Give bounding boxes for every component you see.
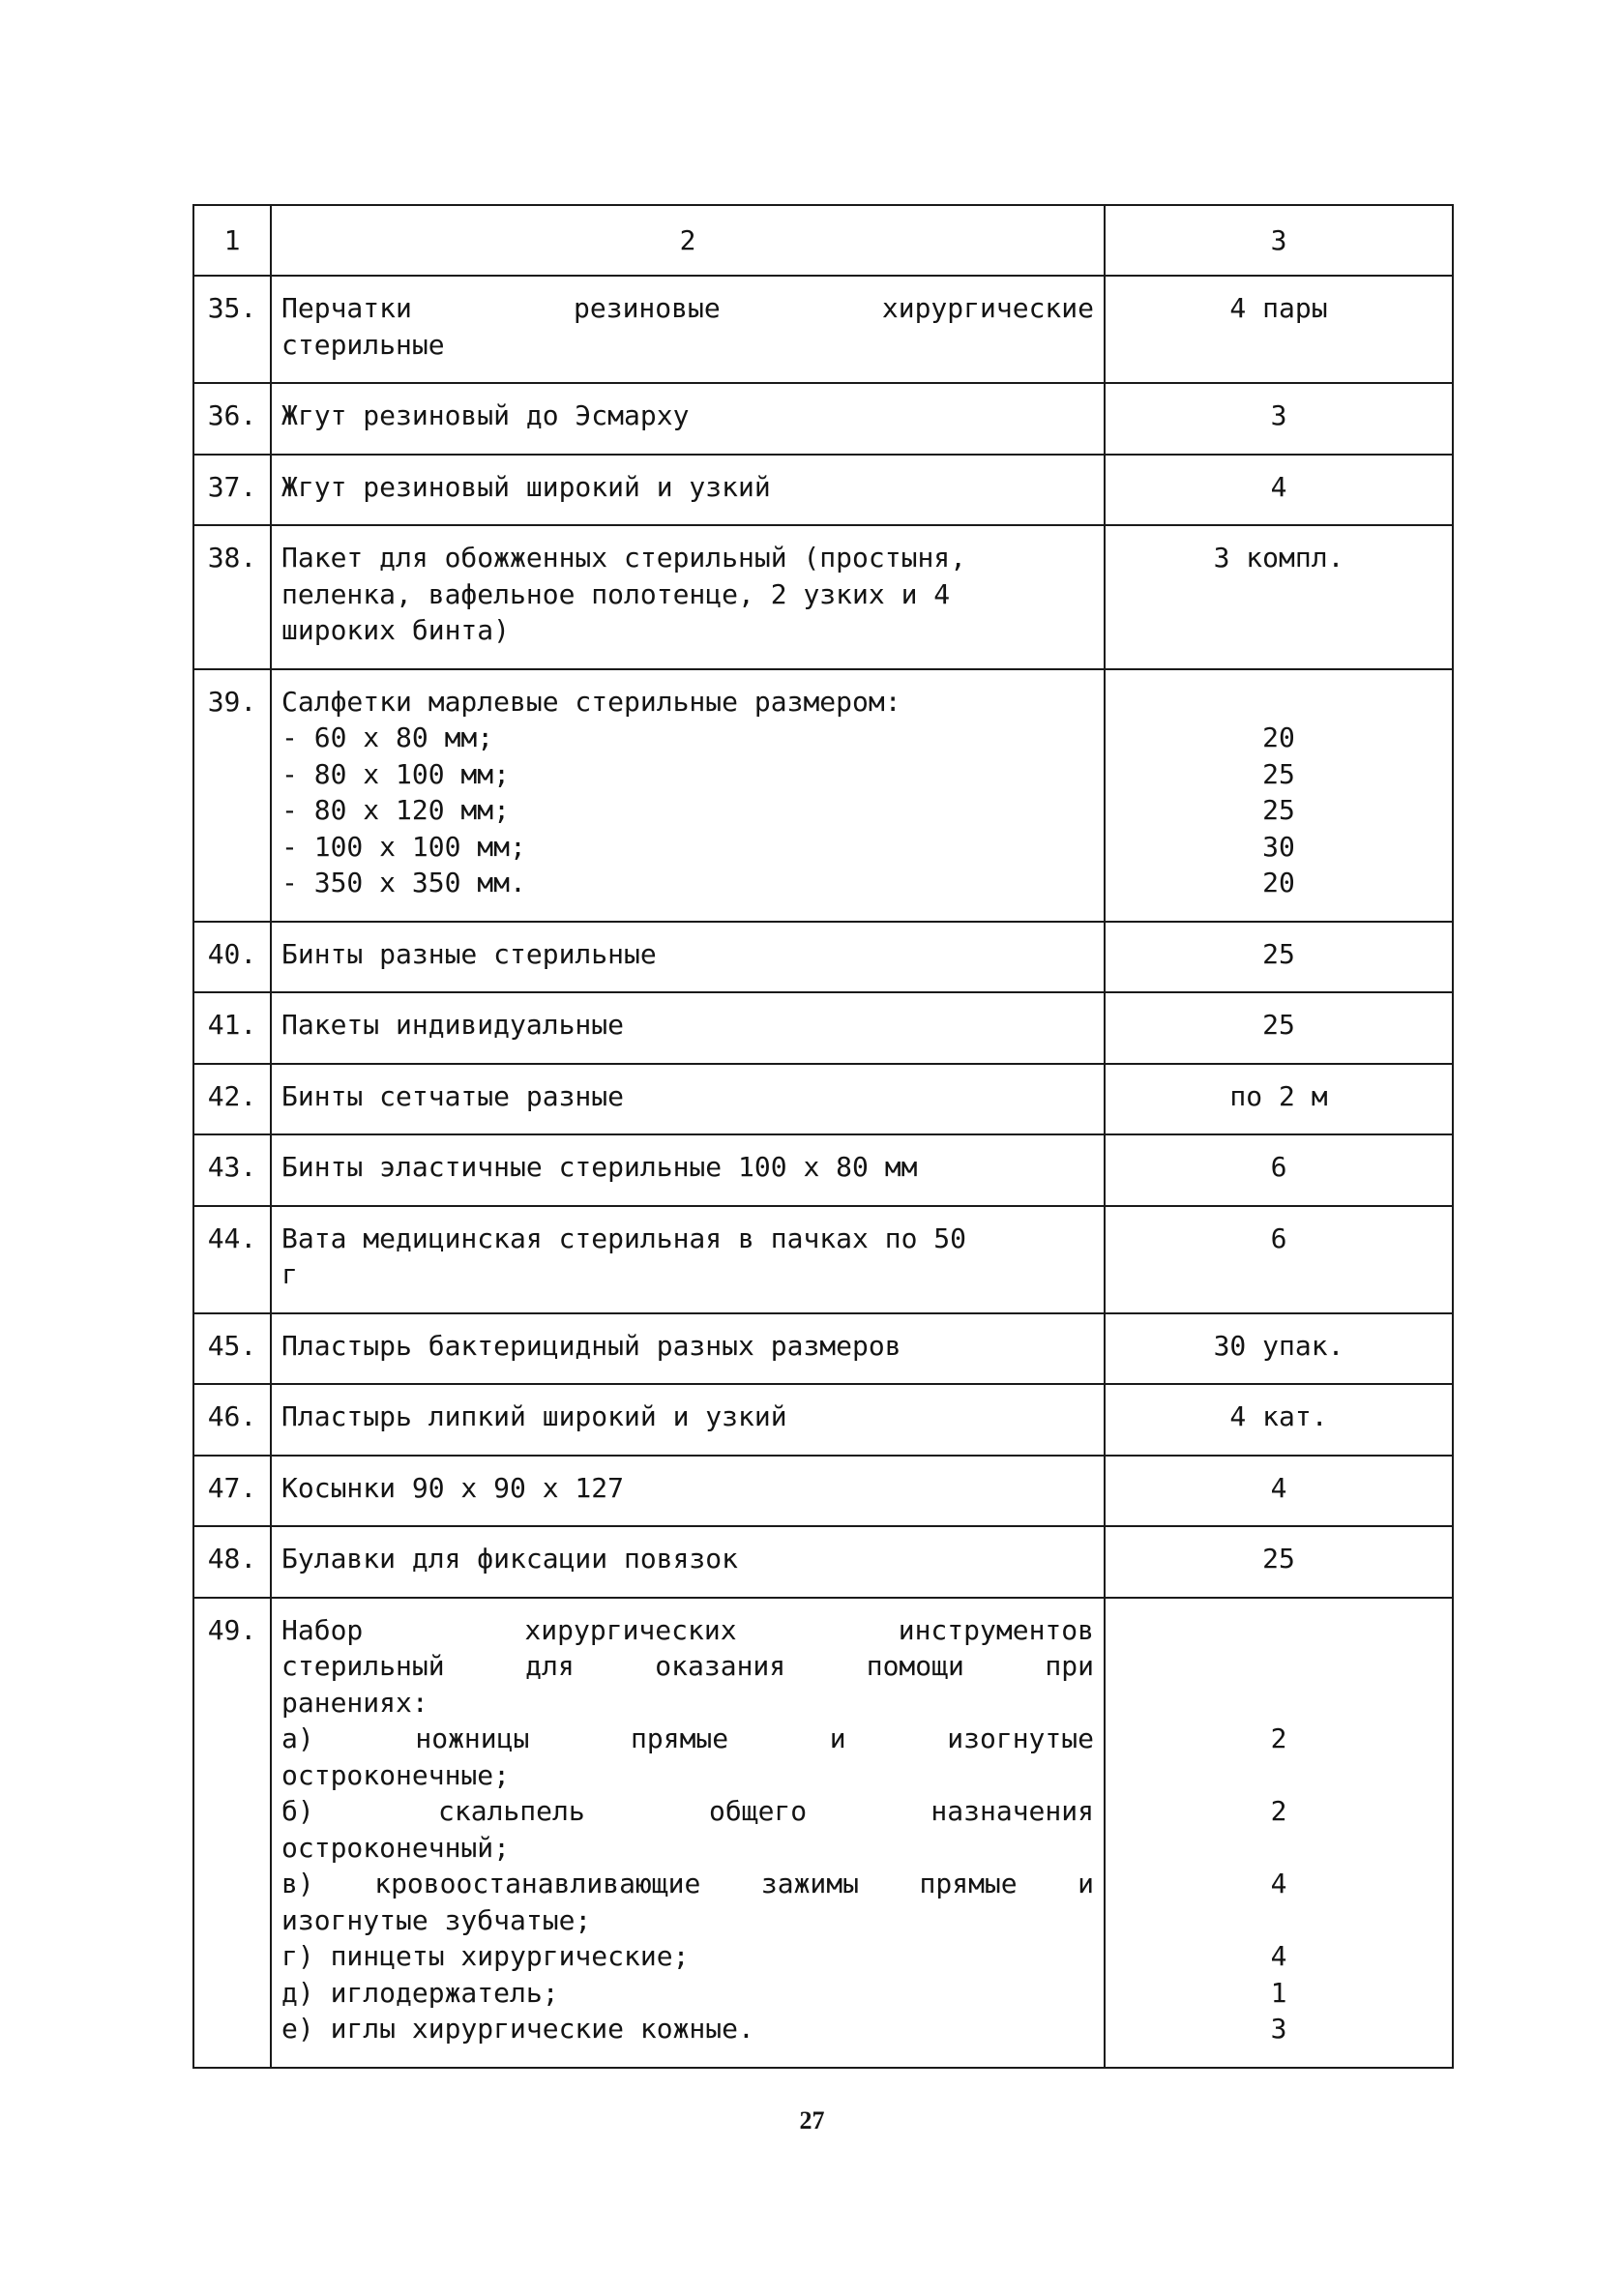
quantity-line: 25 bbox=[1262, 1543, 1295, 1575]
quantity-line bbox=[1106, 1612, 1452, 1649]
quantity-line: 2 bbox=[1270, 1795, 1287, 1827]
table-row bbox=[193, 669, 1453, 922]
description-line: пеленка, вафельное полотенце, 2 узких и 4 bbox=[281, 577, 951, 610]
equipment-table bbox=[192, 204, 1454, 2069]
description-line: - 100 x 100 мм; bbox=[281, 830, 526, 863]
description-line: Жгут резиновый до Эсмарху bbox=[281, 399, 690, 431]
quantity-line: 25 bbox=[1262, 757, 1295, 790]
row-description bbox=[271, 669, 1105, 922]
quantity-line: 25 bbox=[1262, 937, 1295, 970]
quantity-line: 30 bbox=[1262, 830, 1295, 863]
row-description bbox=[271, 525, 1105, 669]
description-line: д) иглодержатель; bbox=[281, 1976, 559, 2009]
description-line: Бинты эластичные стерильные 100 x 80 мм bbox=[281, 1151, 918, 1183]
row-number: 40. bbox=[193, 922, 271, 993]
row-description bbox=[271, 1134, 1105, 1206]
description-line: Бинты сетчатые разные bbox=[281, 1079, 625, 1112]
row-quantity bbox=[1105, 1526, 1453, 1598]
row-number: 45. bbox=[193, 1313, 271, 1385]
description-line: стерильные bbox=[281, 328, 445, 361]
description-line: Косынки 90 x 90 x 127 bbox=[281, 1471, 625, 1504]
table-header-row bbox=[193, 205, 1453, 276]
row-description bbox=[271, 276, 1105, 383]
quantity-line: 4 bbox=[1270, 1940, 1287, 1972]
description-line: - 350 x 350 мм. bbox=[281, 867, 526, 898]
row-description bbox=[271, 1064, 1105, 1135]
description-line: в) кровоостанавливающие зажимы прямые и bbox=[281, 1868, 1094, 1899]
quantity-line: 4 bbox=[1270, 1471, 1287, 1504]
row-quantity bbox=[1105, 1064, 1453, 1135]
quantity-line: 4 bbox=[1270, 1868, 1287, 1899]
row-number: 35. bbox=[193, 276, 271, 383]
table-row bbox=[193, 1598, 1453, 2068]
description-line: Пакет для обожженных стерильный (простыня, bbox=[281, 542, 967, 574]
description-line: Салфетки марлевые стерильные размером: bbox=[281, 685, 901, 718]
quantity-line: 4 bbox=[1270, 470, 1287, 503]
table-row bbox=[193, 1526, 1453, 1598]
row-number: 37. bbox=[193, 455, 271, 526]
page-number: 27 bbox=[799, 2106, 825, 2134]
table-row bbox=[193, 276, 1453, 383]
description-line: г) пинцеты хирургические; bbox=[281, 1940, 690, 1972]
quantity-line bbox=[1106, 1902, 1452, 1939]
row-quantity bbox=[1105, 1206, 1453, 1313]
description-line: - 80 x 120 мм; bbox=[281, 794, 511, 826]
row-description bbox=[271, 1456, 1105, 1527]
row-number: 42. bbox=[193, 1064, 271, 1135]
quantity-line bbox=[1106, 1685, 1452, 1722]
row-description bbox=[271, 1598, 1105, 2068]
description-line: Пластырь липкий широкий и узкий bbox=[281, 1400, 787, 1432]
row-description bbox=[271, 1526, 1105, 1598]
description-line: - 80 x 100 мм; bbox=[281, 757, 511, 790]
description-line: Булавки для фиксации повязок bbox=[281, 1543, 739, 1575]
description-line: Бинты разные стерильные bbox=[281, 937, 657, 970]
row-number: 44. bbox=[193, 1206, 271, 1313]
row-description bbox=[271, 1206, 1105, 1313]
description-line: б) скальпель общего назначения bbox=[281, 1795, 1094, 1827]
row-number: 36. bbox=[193, 383, 271, 455]
description-line: е) иглы хирургические кожные. bbox=[281, 2013, 754, 2045]
row-number: 41. bbox=[193, 992, 271, 1064]
table-row bbox=[193, 992, 1453, 1064]
quantity-line: 30 упак. bbox=[1213, 1329, 1344, 1362]
quantity-line: 6 bbox=[1270, 1222, 1287, 1254]
quantity-line: 3 bbox=[1270, 2013, 1287, 2045]
description-line: г bbox=[281, 1258, 298, 1290]
row-quantity bbox=[1105, 992, 1453, 1064]
row-description bbox=[271, 922, 1105, 993]
table-row bbox=[193, 922, 1453, 993]
header-col-2: 2 bbox=[271, 205, 1105, 276]
header-col-1: 1 bbox=[193, 205, 271, 276]
quantity-line: 3 bbox=[1270, 399, 1287, 431]
description-line: - 60 x 80 мм; bbox=[281, 721, 494, 753]
row-number: 38. bbox=[193, 525, 271, 669]
row-number: 48. bbox=[193, 1526, 271, 1598]
description-line: Жгут резиновый широкий и узкий bbox=[281, 470, 771, 503]
row-number: 47. bbox=[193, 1456, 271, 1527]
row-quantity bbox=[1105, 455, 1453, 526]
quantity-line: по 2 м bbox=[1229, 1079, 1328, 1112]
row-quantity bbox=[1105, 1134, 1453, 1206]
description-line: широких бинта) bbox=[281, 614, 511, 646]
row-number: 43. bbox=[193, 1134, 271, 1206]
row-number: 39. bbox=[193, 669, 271, 922]
description-line: Пластырь бактерицидный разных размеров bbox=[281, 1329, 901, 1362]
table-row bbox=[193, 525, 1453, 669]
table-body bbox=[193, 276, 1453, 2068]
quantity-line: 6 bbox=[1270, 1151, 1287, 1183]
row-quantity bbox=[1105, 922, 1453, 993]
row-quantity bbox=[1105, 669, 1453, 922]
row-quantity bbox=[1105, 383, 1453, 455]
quantity-line: 1 bbox=[1270, 1976, 1287, 2009]
row-description bbox=[271, 1313, 1105, 1385]
row-quantity bbox=[1105, 1598, 1453, 2068]
row-description bbox=[271, 992, 1105, 1064]
row-number: 49. bbox=[193, 1598, 271, 2068]
table-row bbox=[193, 1384, 1453, 1456]
quantity-line bbox=[1106, 1830, 1452, 1867]
description-line: остроконечные; bbox=[281, 1758, 511, 1791]
description-line: Вата медицинская стерильная в пачках по 50 bbox=[281, 1222, 967, 1254]
row-quantity bbox=[1105, 525, 1453, 669]
table-row bbox=[193, 1456, 1453, 1527]
quantity-line: 4 пары bbox=[1229, 292, 1328, 324]
table-row bbox=[193, 1313, 1453, 1385]
row-description bbox=[271, 383, 1105, 455]
row-quantity bbox=[1105, 1384, 1453, 1456]
quantity-line: 25 bbox=[1262, 794, 1295, 826]
quantity-line bbox=[1106, 1757, 1452, 1794]
quantity-line bbox=[1106, 1648, 1452, 1685]
quantity-line: 25 bbox=[1262, 1009, 1295, 1041]
table-row bbox=[193, 1134, 1453, 1206]
description-line: остроконечный; bbox=[281, 1831, 511, 1864]
quantity-line: 20 bbox=[1262, 867, 1295, 898]
row-quantity bbox=[1105, 276, 1453, 383]
table-row bbox=[193, 1206, 1453, 1313]
quantity-line: 3 компл. bbox=[1213, 542, 1344, 574]
description-line: Пакеты индивидуальные bbox=[281, 1009, 625, 1041]
row-quantity bbox=[1105, 1456, 1453, 1527]
description-line: Набор хирургических инструментов bbox=[281, 1613, 1094, 1646]
quantity-line: 4 кат. bbox=[1229, 1400, 1328, 1432]
description-line: изогнутые зубчатые; bbox=[281, 1903, 592, 1936]
table-row bbox=[193, 383, 1453, 455]
quantity-line bbox=[1106, 684, 1452, 721]
description-line: Перчатки резиновые хирургические bbox=[281, 292, 1094, 324]
row-description bbox=[271, 1384, 1105, 1456]
description-line: ранениях: bbox=[281, 1686, 428, 1719]
table-row bbox=[193, 455, 1453, 526]
row-quantity bbox=[1105, 1313, 1453, 1385]
quantity-line: 2 bbox=[1270, 1722, 1287, 1754]
row-number: 46. bbox=[193, 1384, 271, 1456]
header-col-3: 3 bbox=[1105, 205, 1453, 276]
row-description bbox=[271, 455, 1105, 526]
quantity-line: 20 bbox=[1262, 721, 1295, 753]
description-line: стерильный для оказания помощи при bbox=[281, 1650, 1094, 1682]
description-line: а) ножницы прямые и изогнутые bbox=[281, 1722, 1094, 1754]
table-row bbox=[193, 1064, 1453, 1135]
